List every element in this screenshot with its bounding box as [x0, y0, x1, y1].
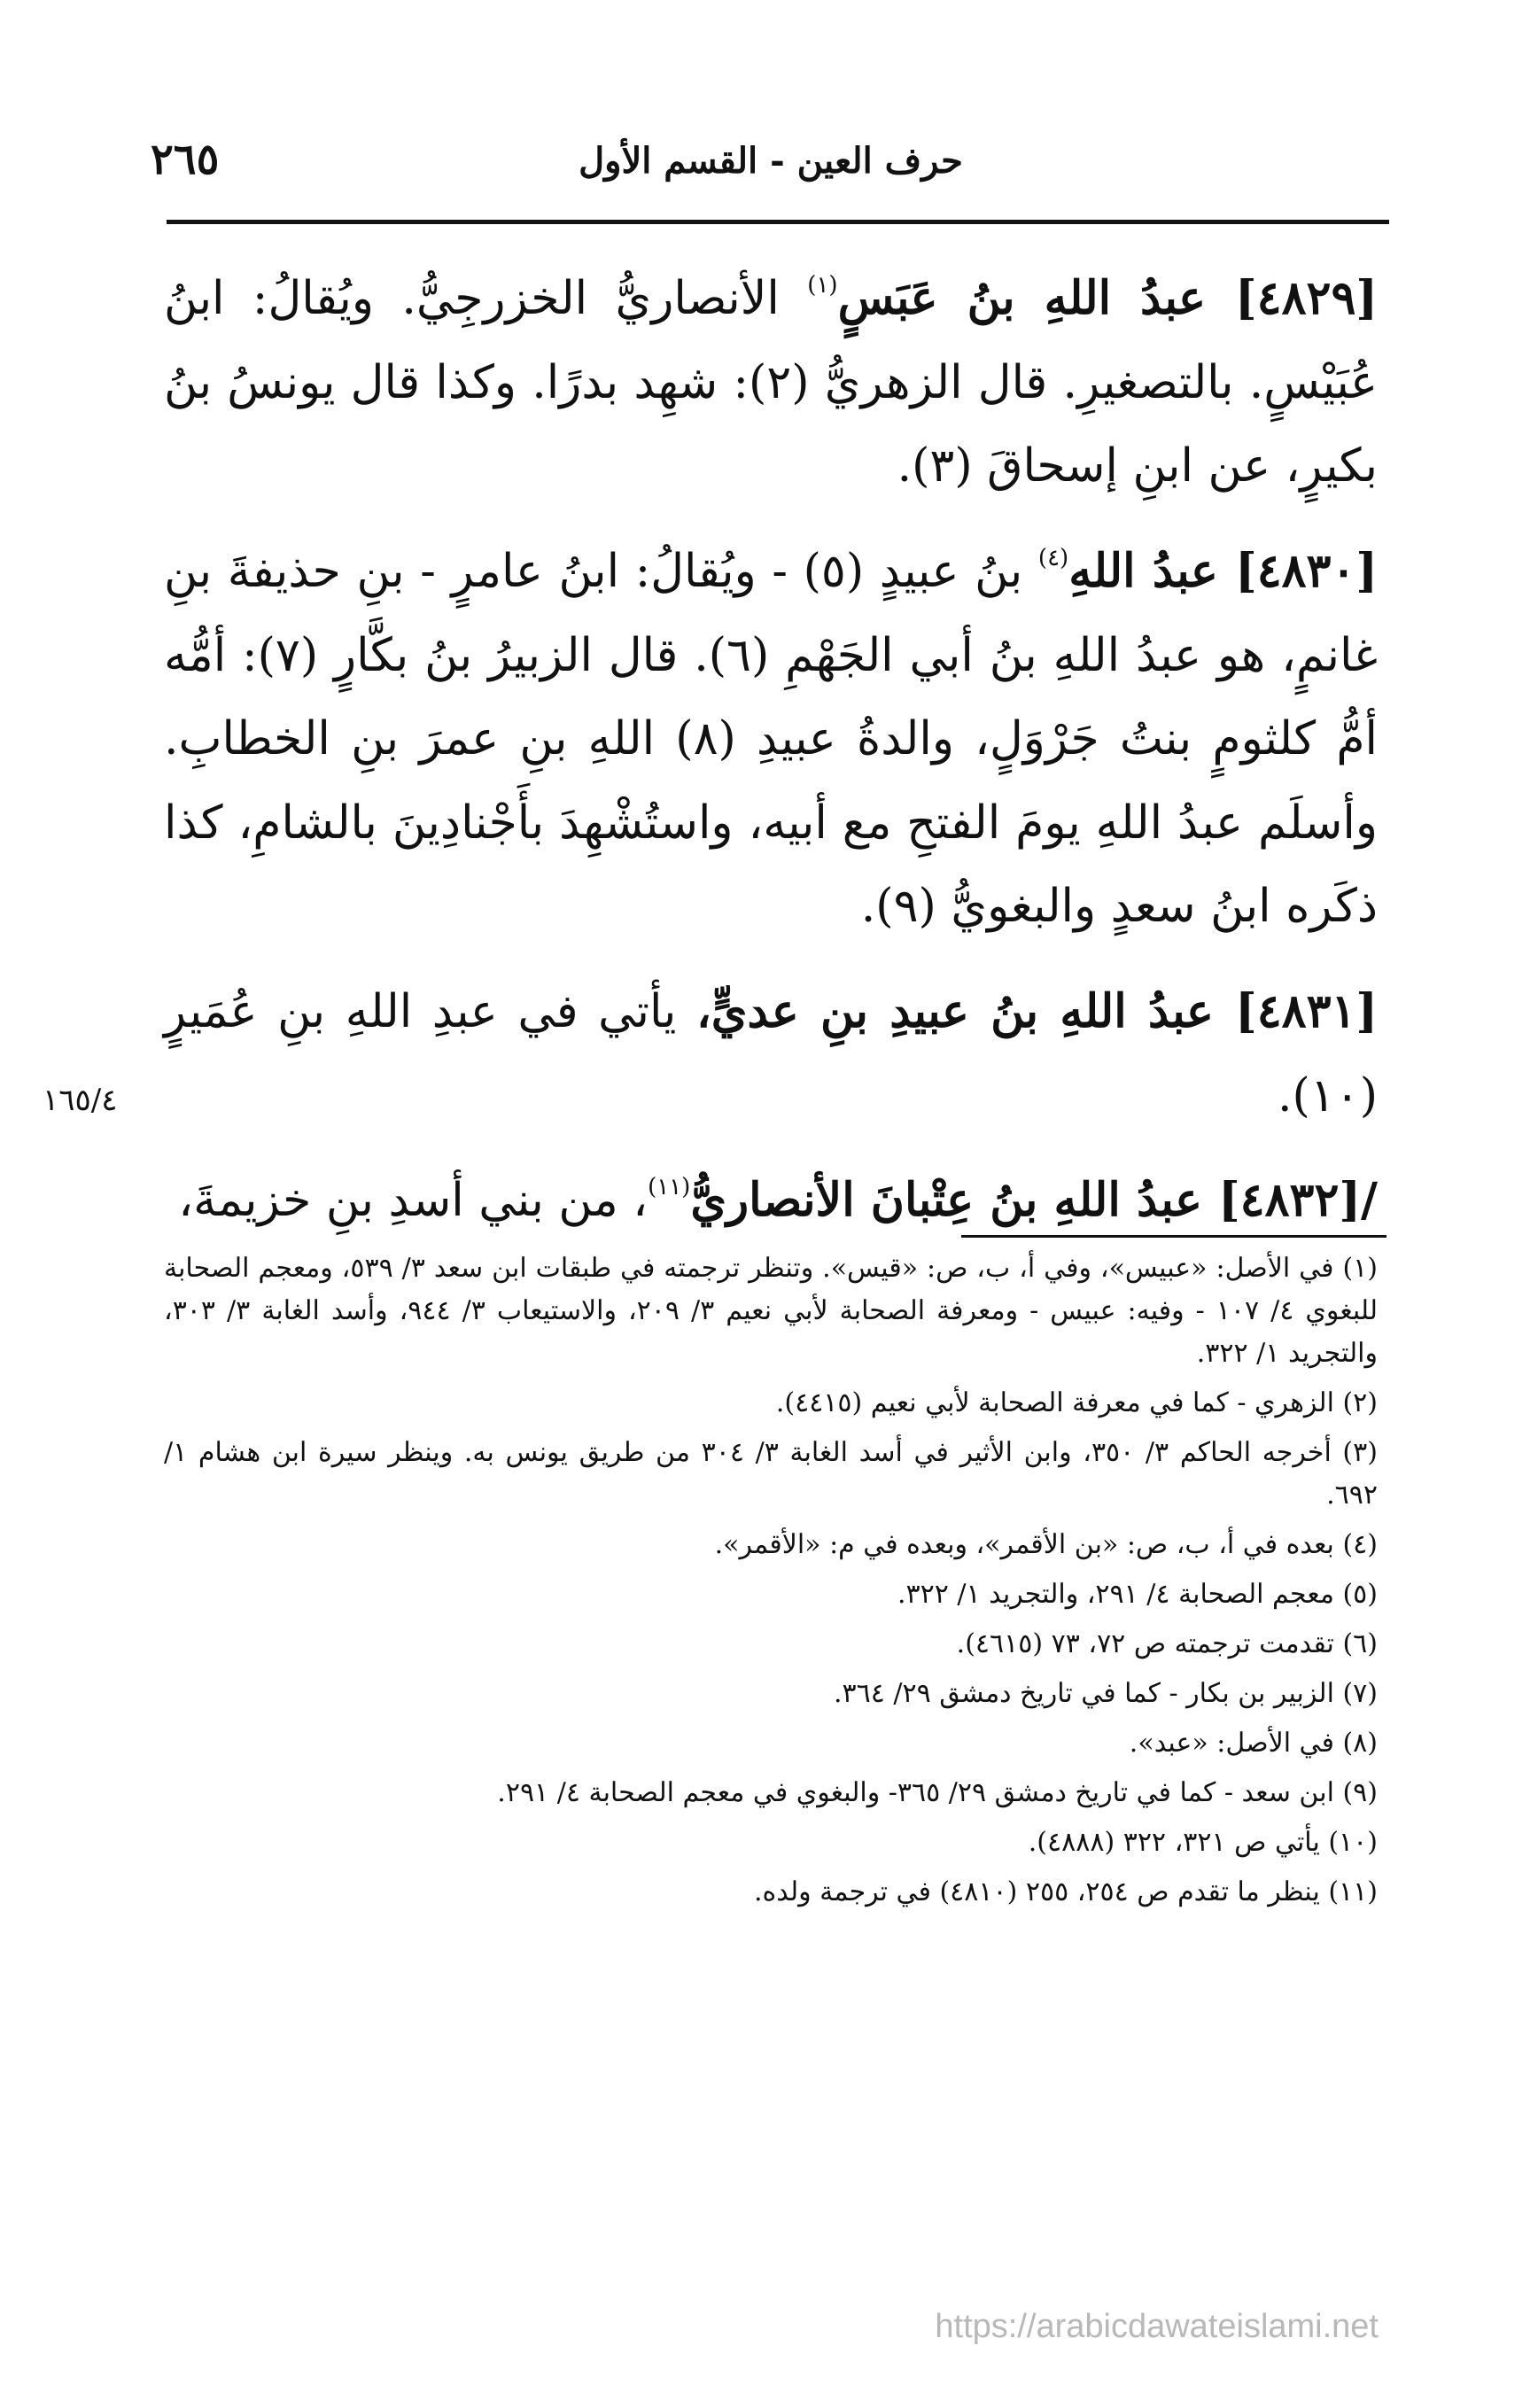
page-number: ٢٦٥	[151, 135, 220, 184]
page-header	[0, 124, 1538, 195]
entry-body: الأنصاريُّ الخزرجِيُّ. ويُقالُ: ابنُ عُبَيْسٍ. بالتصغيرِ. قال الزهريُّ (٢): شهِد بدرًا. وكذا قال يونسُ بنُ بكيرٍ، عن ابنِ إسحاقَ (٣).	[164, 272, 1378, 493]
footnote: (١) في الأصل: «عبيس»، وفي أ، ب، ص: «قيس». وتنظر ترجمته في طبقات ابن سعد ٣/ ٥٣٩، ومعجم الصحابة للبغوي ٤/ ١٠٧ - وفيه: عبيس - ومعرفة الصحابة لأبي نعيم ٣/ ٢٠٩، والاستيعاب ٣/ ٩٤٤، وأسد الغابة ٣/ ٣٠٣، والتجريد ١/ ٣٢٢.	[164, 1253, 1379, 1369]
footnote: (١٠) يأتي ص ٣٢١، ٣٢٢ (٤٨٨٨).	[1028, 1827, 1378, 1858]
main-text	[164, 257, 1378, 1264]
footnote: (٧) الزبير بن بكار - كما في تاريخ دمشق ٢٩/ ٣٦٤.	[833, 1678, 1378, 1709]
footnote-marker: (٤)	[1037, 544, 1069, 571]
footnote: (١١) ينظر ما تقدم ص ٢٥٤، ٢٥٥ (٤٨١٠) في ترجمة ولده.	[753, 1876, 1378, 1907]
footnotes	[164, 1247, 1378, 1921]
entry-4832	[164, 1159, 1378, 1243]
footnote: (٩) ابن سعد - كما في تاريخ دمشق ٢٩/ ٣٦٥- والبغوي في معجم الصحابة ٤/ ٢٩١.	[497, 1777, 1378, 1808]
footnote-marker: (١١)	[648, 1174, 691, 1201]
entry-heading: [٤٨٢٩] عبدُ اللهِ بنُ عَبَسٍ	[837, 271, 1378, 325]
entry-heading: [٤٨٣١] عبدُ اللهِ بنُ عبيدِ بنِ عديٍّ،	[695, 984, 1379, 1038]
footnote: (٥) معجم الصحابة ٤/ ٢٩١، والتجريد ١/ ٣٢٢.	[897, 1579, 1378, 1610]
watermark-url: https://arabicdawateislami.net	[935, 2308, 1379, 2345]
footnote: (٨) في الأصل: «عبد».	[1129, 1728, 1378, 1759]
footnote-marker: (١)	[807, 272, 838, 299]
footnote: (٦) تقدمت ترجمته ص ٧٢، ٧٣ (٤٦١٥).	[956, 1628, 1378, 1659]
running-head: حرف العين - القسم الأول	[579, 140, 963, 182]
footnote: (٢) الزهري - كما في معرفة الصحابة لأبي نعيم (٤٤١٥).	[775, 1387, 1378, 1418]
footnote: (٣) أخرجه الحاكم ٣/ ٣٥٠، وابن الأثير في أسد الغابة ٣/ ٣٠٤ من طريق يونس به. وينظر سيرة ابن هشام ١/ ٦٩٢.	[164, 1437, 1378, 1511]
header-rule	[167, 220, 1389, 224]
entry-body: ، من بني أسدِ بنِ خزيمةَ،	[178, 1174, 649, 1228]
entry-body: يأتي في عبدِ اللهِ بنِ عُمَيرٍ (١٠).	[164, 985, 1378, 1122]
margin-reference: ١٦٥/٤	[43, 1083, 118, 1118]
entry-heading: /[٤٨٣٢] عبدُ اللهِ بنُ عِتْبانَ الأنصاريُّ	[690, 1173, 1378, 1228]
entry-4830	[164, 530, 1378, 949]
entry-body: بنُ عبيدٍ (٥) - ويُقالُ: ابنُ عامرٍ - بنِ حذيفةَ بنِ غانمٍ، هو عبدُ اللهِ بنُ أبي الجَهْمِ (٦). قال الزبيرُ بنُ بكَّارٍ (٧): أمُّه أمُّ كلثومٍ بنتُ جَرْوَلٍ، والدةُ عبيدِ (٨) اللهِ بنِ عمرَ بنِ الخطابِ. وأسلَم عبدُ اللهِ يومَ الفتحِ مع أبيه، واستُشْهِدَ بأَجْنادِينَ بالشامِ، كذا ذكَره ابنُ سعدٍ والبغويُّ (٩).	[164, 544, 1379, 934]
entry-4831	[164, 970, 1378, 1138]
entry-heading: [٤٨٣٠] عبدُ اللهِ	[1068, 543, 1379, 598]
footnote: (٤) بعده في أ، ب، ص: «بن الأقمر»، وبعده في م: «الأقمر».	[714, 1529, 1378, 1560]
footnote-rule	[961, 1235, 1387, 1238]
entry-4829	[164, 257, 1378, 509]
